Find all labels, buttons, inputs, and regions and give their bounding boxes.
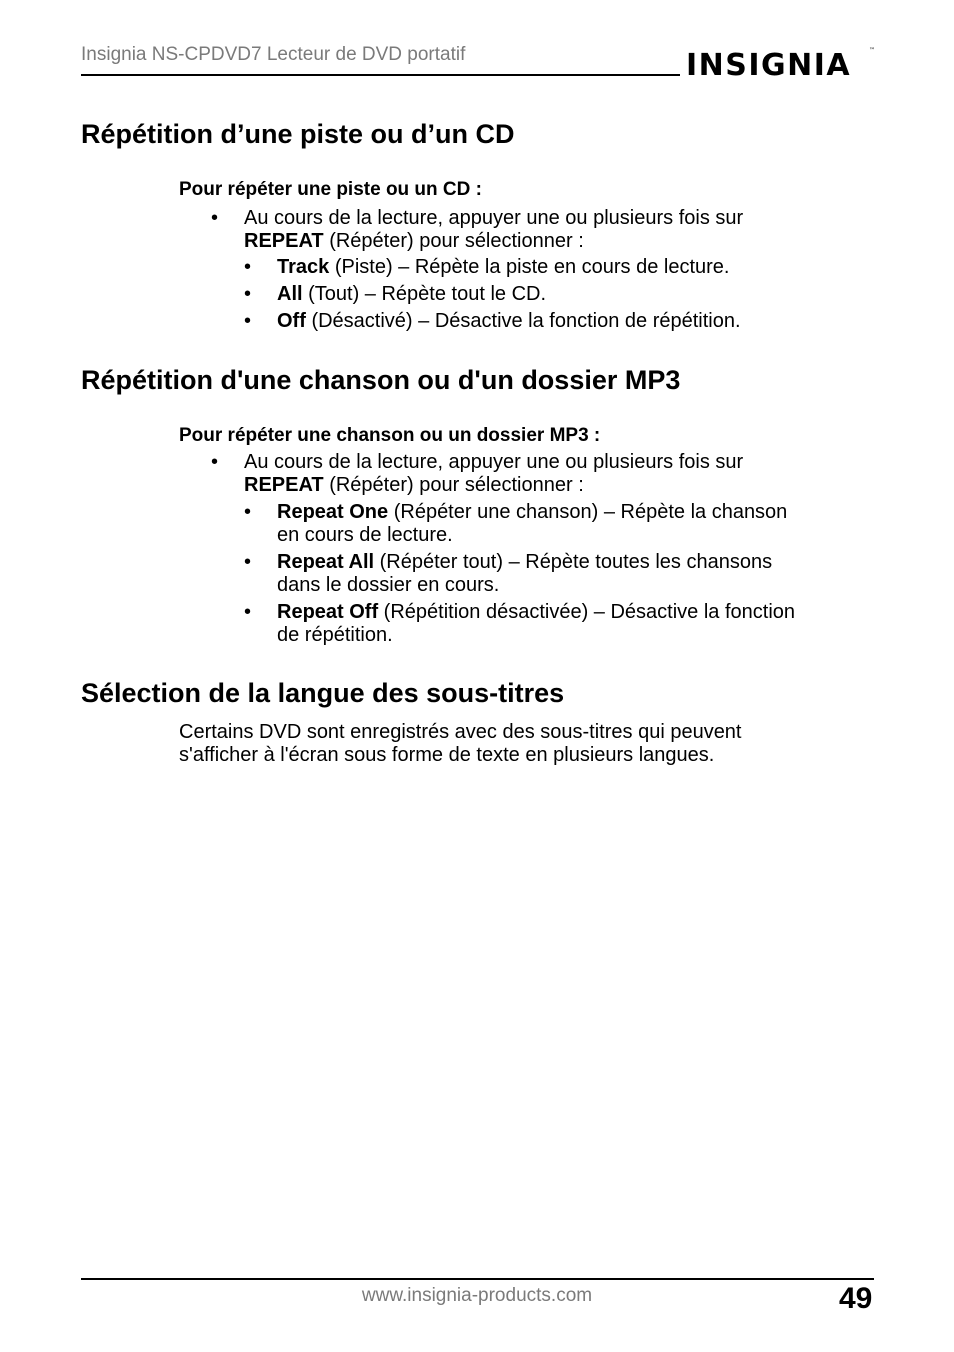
insignia-logo: [686, 42, 878, 88]
repeat-key-label: REPEAT: [244, 230, 324, 252]
procedure-title-repeat-track: Pour répéter une piste ou un CD :: [179, 179, 482, 200]
footer-url: www.insignia-products.com: [361, 1285, 593, 1306]
section-heading-repeat-track: Répétition d’une piste ou d’un CD: [81, 119, 515, 149]
running-header-title: Insignia NS-CPDVD7 Lecteur de DVD portatif: [81, 44, 466, 65]
procedure-title-repeat-mp3: Pour répéter une chanson ou un dossier MP3 :: [179, 425, 601, 446]
logo-wordmark: INSIGNIA: [686, 48, 852, 83]
section-heading-repeat-mp3: Répétition d'une chanson ou d'un dossier MP3: [81, 365, 681, 395]
logo-trademark: ™: [869, 47, 875, 54]
page-number: 49: [839, 1282, 873, 1315]
section-heading-subtitles: Sélection de la langue des sous-titres: [81, 678, 565, 708]
header-rule: [81, 74, 680, 76]
footer-rule: [81, 1278, 874, 1280]
subtitles-paragraph: Certains DVD sont enregistrés avec des sous-titres qui peuvent s'afficher à l'écran sous forme de texte en plusieurs langues.: [179, 721, 742, 766]
step-text-line1: Au cours de la lecture, appuyer une ou plusieurs fois sur: [244, 207, 744, 229]
step-text-line2: (Répéter) pour sélectionner :: [323, 230, 584, 252]
